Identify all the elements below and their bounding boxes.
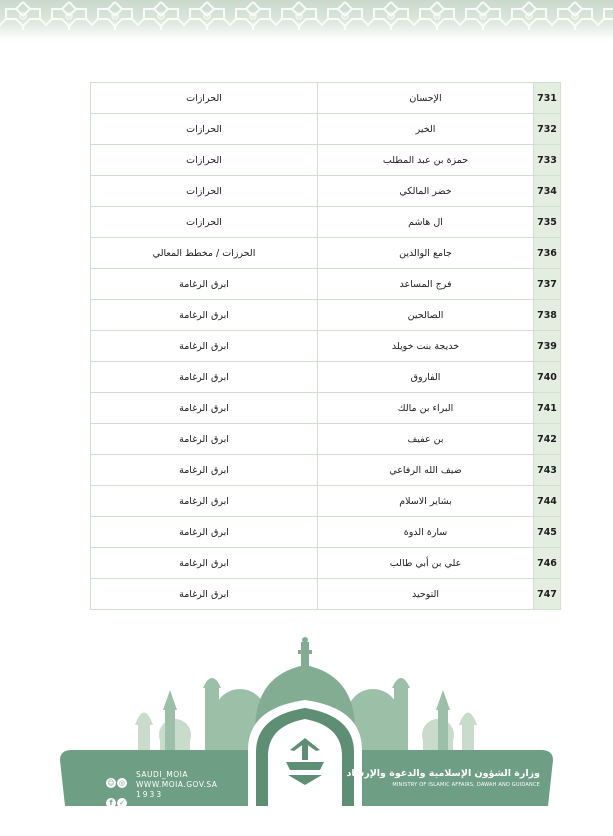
mosque-name: التوحيد bbox=[318, 579, 534, 610]
decorative-pattern-header bbox=[0, 0, 613, 40]
district-name: ابرق الرغامة bbox=[91, 300, 318, 331]
district-name: الحرازات bbox=[91, 145, 318, 176]
table-row bbox=[91, 455, 561, 486]
table-row bbox=[91, 300, 561, 331]
row-number: 744 bbox=[534, 486, 561, 517]
table-row bbox=[91, 517, 561, 548]
ministry-name bbox=[345, 768, 540, 788]
snapchat-icon[interactable]: ☺ bbox=[107, 779, 115, 787]
district-name: الحرازات bbox=[91, 114, 318, 145]
table-row bbox=[91, 207, 561, 238]
website-link[interactable]: WWW.MOIA.GOV.SA bbox=[136, 780, 218, 789]
mosque-skyline-icon bbox=[0, 630, 613, 836]
district-name: ابرق الرغامة bbox=[91, 424, 318, 455]
district-name: ابرق الرغامة bbox=[91, 455, 318, 486]
row-number: 731 bbox=[534, 83, 561, 114]
row-number: 733 bbox=[534, 145, 561, 176]
mosque-name: بن عفيف bbox=[318, 424, 534, 455]
table-row bbox=[91, 145, 561, 176]
mosque-name: سارة الدوة bbox=[318, 517, 534, 548]
facebook-icon[interactable]: f bbox=[106, 798, 116, 808]
district-name: ابرق الرغامة bbox=[91, 269, 318, 300]
table-row bbox=[91, 269, 561, 300]
district-name: ابرق الرغامة bbox=[91, 517, 318, 548]
district-name: الحرازات bbox=[91, 207, 318, 238]
table-row bbox=[91, 83, 561, 114]
row-number: 746 bbox=[534, 548, 561, 579]
mosque-name: خضر المالكي bbox=[318, 176, 534, 207]
table-row bbox=[91, 548, 561, 579]
row-number: 739 bbox=[534, 331, 561, 362]
mosque-name: الخير bbox=[318, 114, 534, 145]
geometric-pattern-icon bbox=[0, 0, 613, 40]
row-number: 742 bbox=[534, 424, 561, 455]
mosque-name: فرج المساعد bbox=[318, 269, 534, 300]
row-number: 732 bbox=[534, 114, 561, 145]
mosque-name: حمزة بن عبد المطلب bbox=[318, 145, 534, 176]
row-number: 736 bbox=[534, 238, 561, 269]
table-row bbox=[91, 238, 561, 269]
mosque-name: الفاروق bbox=[318, 362, 534, 393]
instagram-icon[interactable]: ◎ bbox=[118, 779, 126, 787]
table-row bbox=[91, 331, 561, 362]
row-number: 745 bbox=[534, 517, 561, 548]
district-name: ابرق الرغامة bbox=[91, 331, 318, 362]
mosque-name: ضيف الله الرفاعي bbox=[318, 455, 534, 486]
table-row bbox=[91, 486, 561, 517]
row-number: 741 bbox=[534, 393, 561, 424]
row-number: 738 bbox=[534, 300, 561, 331]
district-name: الحرازات bbox=[91, 176, 318, 207]
footer bbox=[0, 630, 613, 836]
table-row bbox=[91, 579, 561, 610]
row-number: 737 bbox=[534, 269, 561, 300]
table-row bbox=[91, 176, 561, 207]
row-number: 747 bbox=[534, 579, 561, 610]
row-number: 734 bbox=[534, 176, 561, 207]
ministry-name-english: MINISTRY OF ISLAMIC AFFAIRS, DAWAH AND GUIDANCE bbox=[392, 782, 540, 788]
ministry-name-arabic: وزارة الشؤون الإسلامية والدعوة والإرشاد bbox=[346, 768, 540, 779]
district-name: الحرزات / مخطط المعالي bbox=[91, 238, 318, 269]
mosque-name: بشاير الاسلام bbox=[318, 486, 534, 517]
table-row bbox=[91, 393, 561, 424]
mosque-name: خديجة بنت خويلد bbox=[318, 331, 534, 362]
row-number: 743 bbox=[534, 455, 561, 486]
district-name: ابرق الرغامة bbox=[91, 393, 318, 424]
twitter-icon[interactable]: ✓ bbox=[117, 798, 127, 808]
district-name: ابرق الرغامة bbox=[91, 579, 318, 610]
mosque-name: البراء بن مالك bbox=[318, 393, 534, 424]
founding-year: 1933 bbox=[136, 790, 164, 799]
district-name: الحرازات bbox=[91, 83, 318, 114]
district-name: ابرق الرغامة bbox=[91, 362, 318, 393]
mosque-name: ال هاشم bbox=[318, 207, 534, 238]
social-handle[interactable]: SAUDI_MOIA bbox=[136, 770, 188, 779]
mosque-name: الصالحين bbox=[318, 300, 534, 331]
row-number: 740 bbox=[534, 362, 561, 393]
table-row bbox=[91, 114, 561, 145]
mosque-name: جامع الوالدين bbox=[318, 238, 534, 269]
district-name: ابرق الرغامة bbox=[91, 548, 318, 579]
mosque-name: الإحسان bbox=[318, 83, 534, 114]
table-row bbox=[91, 424, 561, 455]
mosque-name: علي بن أبي طالب bbox=[318, 548, 534, 579]
district-name: ابرق الرغامة bbox=[91, 486, 318, 517]
table-row bbox=[91, 362, 561, 393]
mosques-table bbox=[90, 82, 561, 610]
row-number: 735 bbox=[534, 207, 561, 238]
